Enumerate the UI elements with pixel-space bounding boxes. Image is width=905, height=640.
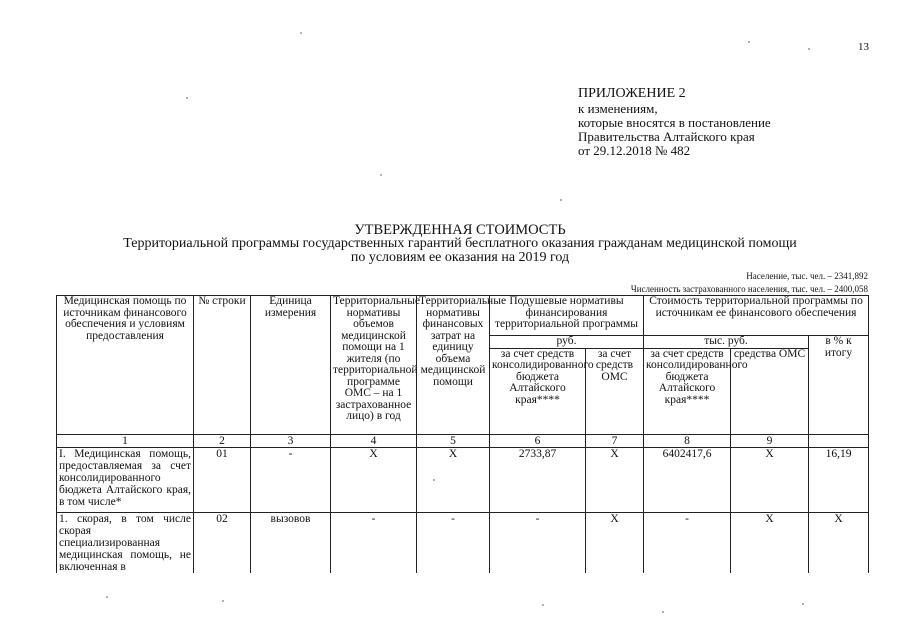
column-number-empty (809, 434, 869, 447)
header-cost-unit: тыс. руб. (644, 336, 809, 349)
appendix-title: ПРИЛОЖЕНИЕ 2 (578, 86, 686, 101)
header-per-capita-budget: за счет средств консолидированного бюджета Алтайского края**** (490, 348, 586, 434)
row-cost-per-unit: - (417, 512, 490, 573)
row-unit: вызовов (251, 512, 331, 573)
document-subtitle: Территориальной программы государственных гарантий бесплатного оказания гражданам медицинской помощи (123, 236, 797, 251)
scan-speck (802, 603, 804, 605)
header-cost-norms: Территориальные нормативы финансовых затрат на единицу объема медицинской помощи (417, 296, 490, 435)
column-number: 5 (417, 434, 490, 447)
header-per-capita-oms: за счет средств ОМС (586, 348, 644, 434)
page-number: 13 (858, 41, 869, 53)
header-cost-budget: за счет средств консолидированного бюджета Алтайского края**** (644, 348, 731, 434)
scan-speck (808, 48, 810, 50)
cost-table (56, 295, 869, 573)
row-percent: 16,19 (809, 447, 869, 512)
row-label: I. Медицинская помощь, предоставляемая за счет консолидированного бюджета Алтайского края, в том числе* (57, 447, 194, 512)
row-cost-oms: X (731, 447, 809, 512)
appendix-line: от 29.12.2018 № 482 (578, 143, 691, 158)
row-percent: X (809, 512, 869, 573)
document-subtitle-2: по условиям ее оказания на 2019 год (350, 250, 570, 265)
row-unit: - (251, 447, 331, 512)
scan-speck (222, 600, 224, 602)
row-cost-budget: - (644, 512, 731, 573)
table-row (57, 447, 869, 512)
row-line-number: 02 (194, 512, 251, 573)
header-per-capita-unit: руб. (490, 336, 644, 349)
column-number: 8 (644, 434, 731, 447)
row-per-capita-budget: - (490, 512, 586, 573)
header-unit: Единица измерения (251, 296, 331, 435)
appendix-line: Правительства Алтайского края (578, 129, 755, 144)
column-number: 1 (57, 434, 194, 447)
table-row (57, 512, 869, 573)
scan-speck (748, 41, 750, 43)
column-number: 9 (731, 434, 809, 447)
row-cost-per-unit: X (417, 447, 490, 512)
header-medical-care: Медицинская помощь по источникам финансового обеспечения и условиям предоставления (57, 296, 194, 435)
header-program-cost-group: Стоимость территориальной программы по источникам ее финансового обеспечения (644, 296, 869, 336)
scan-speck (560, 199, 562, 201)
scan-speck (300, 32, 302, 34)
column-number: 2 (194, 434, 251, 447)
scan-speck (106, 596, 108, 598)
document-title: УТВЕРЖДЕННАЯ СТОИМОСТЬ (354, 222, 566, 238)
scan-speck (662, 611, 664, 613)
appendix-block (578, 87, 771, 158)
header-volume-norms: Территориальные нормативы объемов медицинской помощи на 1 жителя (по территориальной программе ОМС – на 1 застрахованное лицо) в год (331, 296, 417, 435)
document-heading (60, 223, 860, 265)
insured-population: Численность застрахованного населения, тыс. чел. – 2400,058 (630, 284, 868, 294)
row-volume: - (331, 512, 417, 573)
column-number: 7 (586, 434, 644, 447)
row-line-number: 01 (194, 447, 251, 512)
header-cost-oms: средства ОМС (731, 348, 809, 434)
header-percent: в % к итогу (809, 336, 869, 435)
row-per-capita-oms: X (586, 447, 644, 512)
population-total: Население, тыс. чел. – 2341,892 (746, 271, 868, 281)
row-label: 1. скорая, в том числе скорая специализированная медицинская помощь, не включенная в (57, 512, 194, 573)
row-per-capita-budget: 2733,87 (490, 447, 586, 512)
population-info (631, 270, 868, 296)
scan-speck (542, 604, 544, 606)
row-cost-budget: 6402417,6 (644, 447, 731, 512)
scan-speck (186, 97, 188, 99)
column-number: 6 (490, 434, 586, 447)
header-per-capita-group: Подушевые нормативы финансирования территориальной программы (490, 296, 644, 336)
header-line-number: № строки (194, 296, 251, 435)
row-volume: X (331, 447, 417, 512)
appendix-line: к изменениям, (578, 101, 658, 116)
scan-speck (433, 479, 435, 481)
scan-speck (380, 174, 382, 176)
column-number: 3 (251, 434, 331, 447)
column-number: 4 (331, 434, 417, 447)
row-cost-oms: X (731, 512, 809, 573)
row-per-capita-oms: X (586, 512, 644, 573)
appendix-line: которые вносятся в постановление (578, 115, 771, 130)
